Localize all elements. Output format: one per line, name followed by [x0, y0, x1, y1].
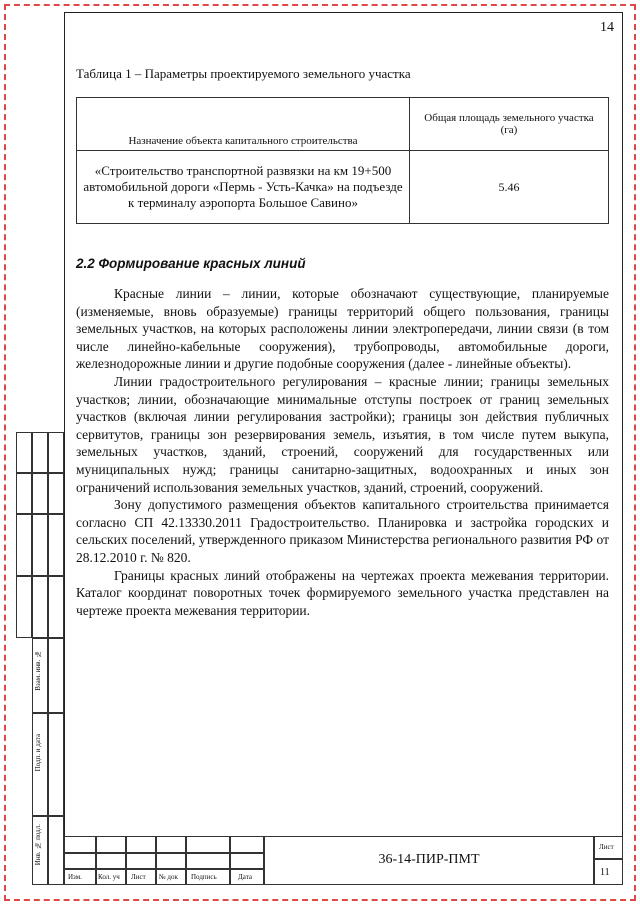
table-row — [77, 151, 609, 224]
stamp-cell — [230, 853, 264, 869]
body-text — [76, 285, 609, 619]
paragraph: Зону допустимого размещения объектов капитального строительства принимается согласно СП 42.13330.2011 Градостроительство. Планировка и застройка городских и сельских поселений, утвержденного приказом Министерства регионального развития РФ от 28.12.2010 г. № 820. — [76, 497, 609, 565]
stamp-cell — [186, 836, 230, 853]
strip-cell — [16, 473, 32, 514]
strip-cell — [32, 432, 48, 473]
strip-cell — [16, 514, 32, 576]
stamp-col-data: Дата — [238, 873, 252, 881]
stamp-col-izm: Изм. — [68, 873, 82, 881]
sheet-label: Лист — [599, 843, 614, 851]
left-side-strip — [16, 432, 64, 885]
strip-cell — [48, 816, 64, 885]
paragraph: Линии градостроительного регулирования – красные линии; границы земельных участков; линии, обозначающие минимальные отступы построек от границ земельных участков (включая линии регулирования застройки); границы зон действия публичных сервитутов, границы зон резервирования земель, изъятия, в том числе путем выкупа, земельных участков, зданий, строений, сооружений для государственных или муниципальных нужд; границы санитарно-защитных, водоохранных и иных зон ограничений использования земельных участков, зданий, строений, сооружений. — [76, 373, 609, 495]
strip-cell — [48, 473, 64, 514]
strip-cell — [32, 576, 48, 638]
table-cell: 5.46 — [410, 151, 609, 224]
stamp-cell — [126, 836, 156, 853]
table-header-row — [77, 98, 609, 151]
table-caption: Таблица 1 – Параметры проектируемого земельного участка — [76, 66, 411, 81]
strip-cell — [48, 514, 64, 576]
stamp-cell — [64, 836, 96, 853]
strip-cell — [48, 576, 64, 638]
doc-code: 36-14-ПИР-ПМТ — [378, 852, 480, 867]
paragraph: Красные линии – линии, которые обозначают существующие, планируемые (изменяемые, вновь образуемые) границы территорий общего пользования, границы земельных участков, на которых расположены линии электропередачи, линии связи (в том числе линейно-кабельные сооружения), трубопроводы, автомобильные дороги, железнодорожные линии и другие подобные сооружения (далее - линейные объекты). — [76, 286, 609, 372]
page-number: 14 — [600, 20, 614, 35]
paragraph: Границы красных линий отображены на чертежах проекта межевания территории. Каталог координат поворотных точек формируемого земельного участка представлен на чертеже проекта межевания территории. — [76, 567, 609, 618]
stamp-cell — [230, 836, 264, 853]
stamp-col-ndok: № док — [159, 873, 178, 881]
strip-cell — [32, 473, 48, 514]
sheet-number: 11 — [600, 867, 610, 878]
stamp-cell — [96, 853, 126, 869]
table-header-cell: Общая площадь земельного участка (га) — [410, 98, 609, 151]
stamp-cell — [156, 853, 186, 869]
stamp-col-list: Лист — [131, 873, 146, 881]
stamp-cell — [186, 853, 230, 869]
side-label-inv: Инв. № подл. — [34, 824, 42, 866]
parameters-table — [76, 97, 609, 224]
title-block — [64, 836, 623, 885]
table-header-cell: Назначение объекта капитального строительства — [77, 98, 410, 151]
stamp-cell — [156, 836, 186, 853]
side-label-podp: Подп. и дата — [34, 734, 42, 772]
strip-cell — [48, 432, 64, 473]
strip-cell — [48, 638, 64, 713]
side-label-vzam: Взам. инв. № — [34, 650, 42, 691]
stamp-col-kol: Кол. уч — [98, 873, 120, 881]
stamp-col-podpis: Подпись — [191, 873, 217, 881]
strip-cell — [16, 432, 32, 473]
strip-cell — [16, 576, 32, 638]
stamp-cell — [126, 853, 156, 869]
strip-cell — [48, 713, 64, 816]
stamp-cell — [64, 853, 96, 869]
strip-cell — [32, 514, 48, 576]
table-cell: «Строительство транспортной развязки на км 19+500 автомобильной дороги «Пермь - Усть-Качка» на подъезде к терминалу аэропорта Большое Савино» — [77, 151, 410, 224]
section-heading: 2.2 Формирование красных линий — [76, 256, 306, 271]
stamp-cell — [96, 836, 126, 853]
